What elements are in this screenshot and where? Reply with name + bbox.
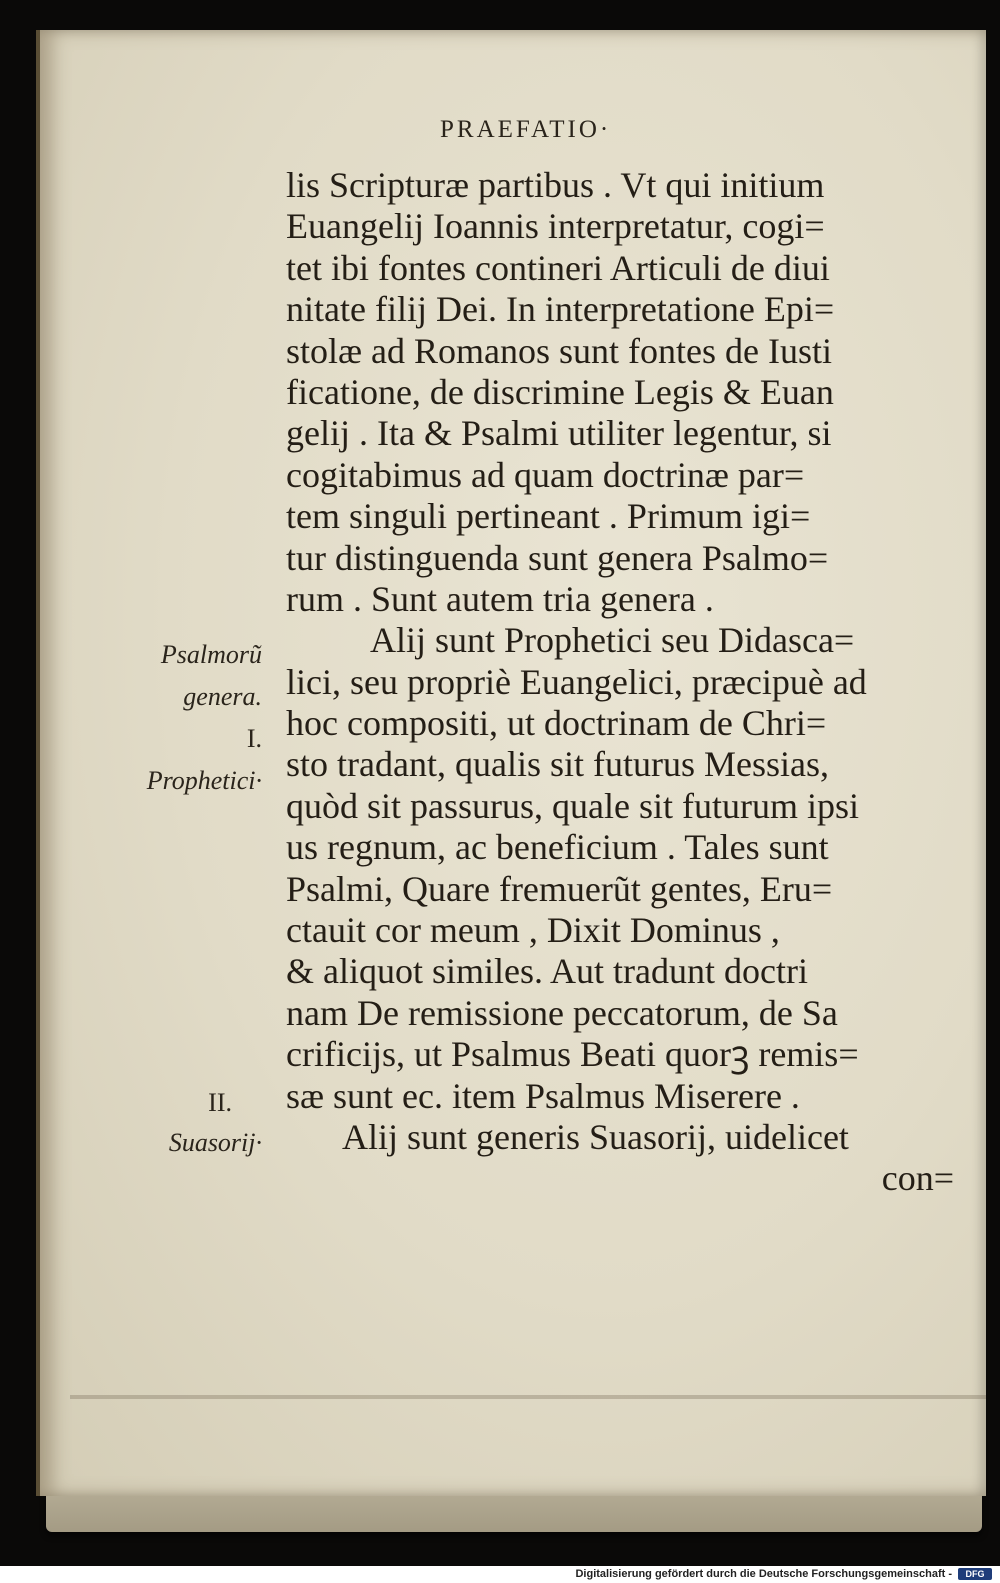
text-line: Euangelij Ioannis interpretatur, cogi= — [286, 206, 825, 247]
body-text — [286, 165, 966, 1200]
text-line: tet ibi fontes contineri Articuli de diui — [286, 247, 830, 288]
text-line: nitate filij Dei. In interpretatione Epi= — [286, 289, 835, 330]
marginal-note: genera. — [183, 682, 262, 711]
text-line: hoc compositi, ut doctrinam de Chri= — [286, 703, 827, 744]
text-line: crificijs, ut Psalmus Beati quorꝫ remis= — [286, 1034, 859, 1075]
text-line: us regnum, ac beneficium . Tales sunt — [286, 827, 829, 868]
marginal-note: Psalmorũ — [160, 640, 262, 669]
text-line: nam De remissione peccatorum, de Sa — [286, 992, 838, 1033]
marginal-note: Suasorij· — [168, 1128, 262, 1157]
catchword: con= — [881, 1158, 954, 1199]
digitization-footer — [0, 1566, 1000, 1583]
text-line: lis Scripturæ partibus . Vt qui initium — [286, 165, 825, 205]
text-line: rum . Sunt autem tria genera . — [286, 578, 714, 619]
book-page — [36, 30, 986, 1496]
text-line: Psalmi, Quare fremuerũt gentes, Eru= — [286, 868, 833, 909]
text-line: gelij . Ita & Psalmi utiliter legentur, si — [286, 413, 832, 454]
text-line: cogitabimus ad quam doctrinæ par= — [286, 454, 805, 495]
text-line: sto tradant, qualis sit futurus Messias, — [286, 744, 829, 785]
text-line: lici, seu propriè Euangelici, præcipuè ad — [286, 661, 867, 702]
text-line: tur distinguenda sunt genera Psalmo= — [286, 537, 829, 578]
text-line: Alij sunt Prophetici seu Didasca= — [370, 620, 855, 661]
text-line: Alij sunt generis Suasorij, uidelicet — [342, 1116, 849, 1157]
running-head: PRAEFATIO· — [440, 116, 612, 143]
marginal-note: II. — [208, 1088, 232, 1117]
dfg-logo: DFG — [958, 1568, 992, 1580]
text-line: ficatione, de discrimine Legis & Euan — [286, 371, 834, 412]
text-line: stolæ ad Romanos sunt fontes de Iusti — [286, 330, 832, 371]
funding-credit: Digitalisierung gefördert durch die Deutsche Forschungsgemeinschaft - — [575, 1568, 952, 1580]
marginal-note: Prophetici· — [146, 766, 262, 795]
text-line: sæ sunt ec. item Psalmus Miserere . — [286, 1075, 800, 1116]
text-line: & aliquot similes. Aut tradunt doctri — [286, 951, 808, 992]
text-line: ctauit cor meum , Dixit Dominus , — [286, 910, 780, 951]
text-line: quòd sit passurus, quale sit futurum ipsi — [286, 785, 859, 826]
text-line: tem singuli pertineant . Primum igi= — [286, 496, 811, 537]
marginal-note: I. — [246, 724, 262, 753]
